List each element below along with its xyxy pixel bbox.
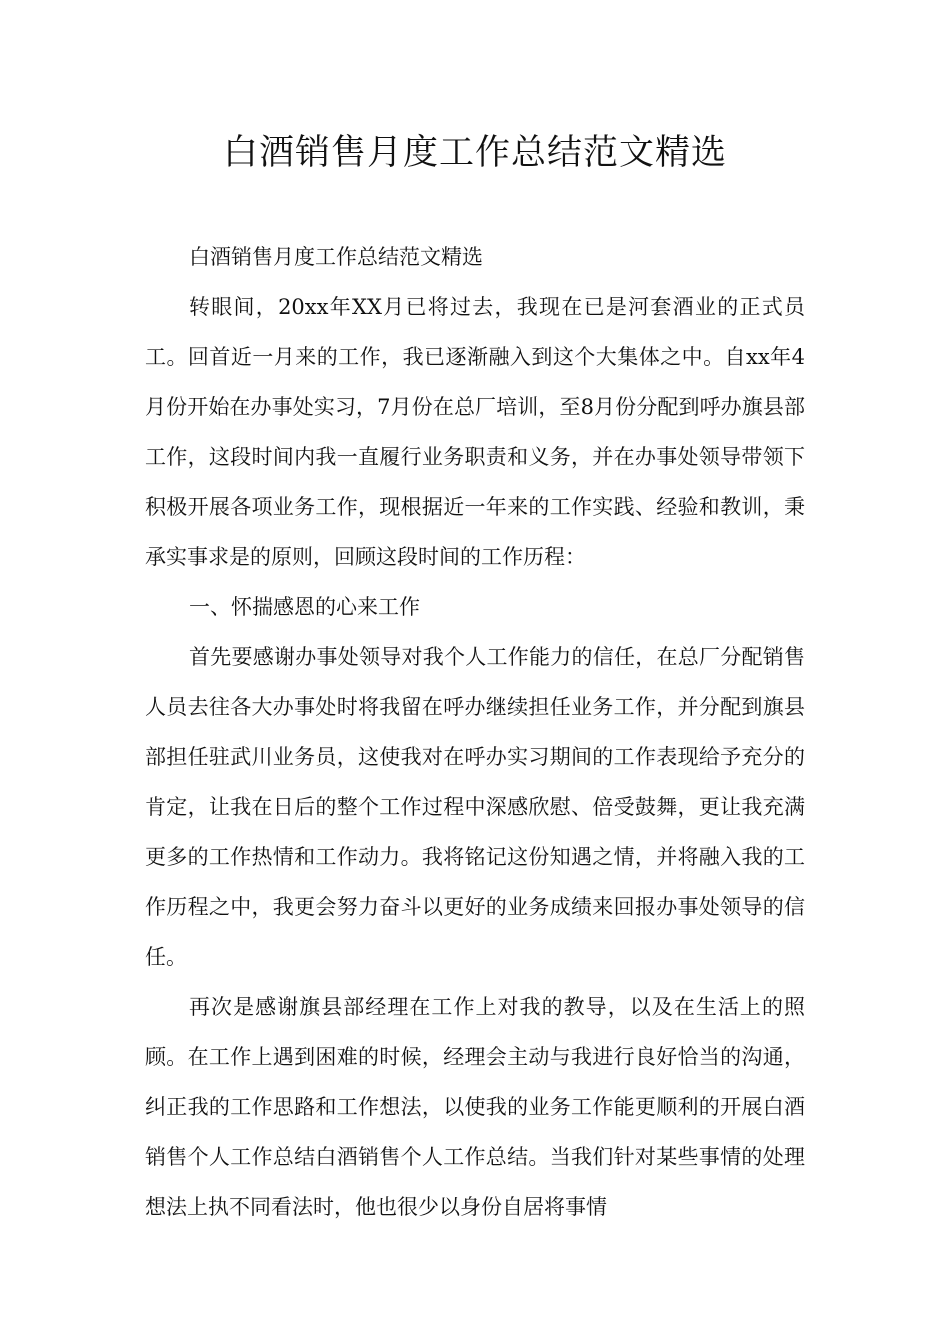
section-heading: 一、怀揣感恩的心来工作 bbox=[189, 595, 420, 619]
intro-paragraph: 转眼间，20xx年XX月已将过去，我现在已是河套酒业的正式员工。回首近一月来的工作，我已逐渐融入到这个大集体之中。自xx年4月份开始在办事处实习，7月份在总厂培训，至8月份分配到呼办旗县部工作，这段时间内我一直履行业务职责和义务，并在办事处领导带领下积极开展各项业务工作，现根据近一年来的工作实践、经验和教训，秉承实事求是的原则，回顾这段时间的工作历程： bbox=[145, 295, 805, 569]
body-paragraph: 首先要感谢办事处领导对我个人工作能力的信任，在总厂分配销售人员去往各大办事处时将我留在呼办继续担任业务工作，并分配到旗县部担任驻武川业务员，这使我对在呼办实习期间的工作表现给予充分的肯定，让我在日后的整个工作过程中深感欣慰、倍受鼓舞，更让我充满更多的工作热情和工作动力。我将铭记这份知遇之情，并将融入我的工作历程之中，我更会努力奋斗以更好的业务成绩来回报办事处领导的信任。 bbox=[145, 645, 805, 969]
document-title: 白酒销售月度工作总结范文精选 bbox=[222, 133, 727, 173]
document-body bbox=[145, 232, 805, 1232]
subtitle-paragraph: 白酒销售月度工作总结范文精选 bbox=[189, 245, 483, 269]
body-paragraph: 再次是感谢旗县部经理在工作上对我的教导，以及在生活上的照顾。在工作上遇到困难的时候，经理会主动与我进行良好恰当的沟通，纠正我的工作思路和工作想法，以使我的业务工作能更顺利的开展白酒销售个人工作总结白酒销售个人工作总结。当我们针对某些事情的处理想法上执不同看法时，他也很少以身份自居将事情 bbox=[145, 995, 805, 1219]
